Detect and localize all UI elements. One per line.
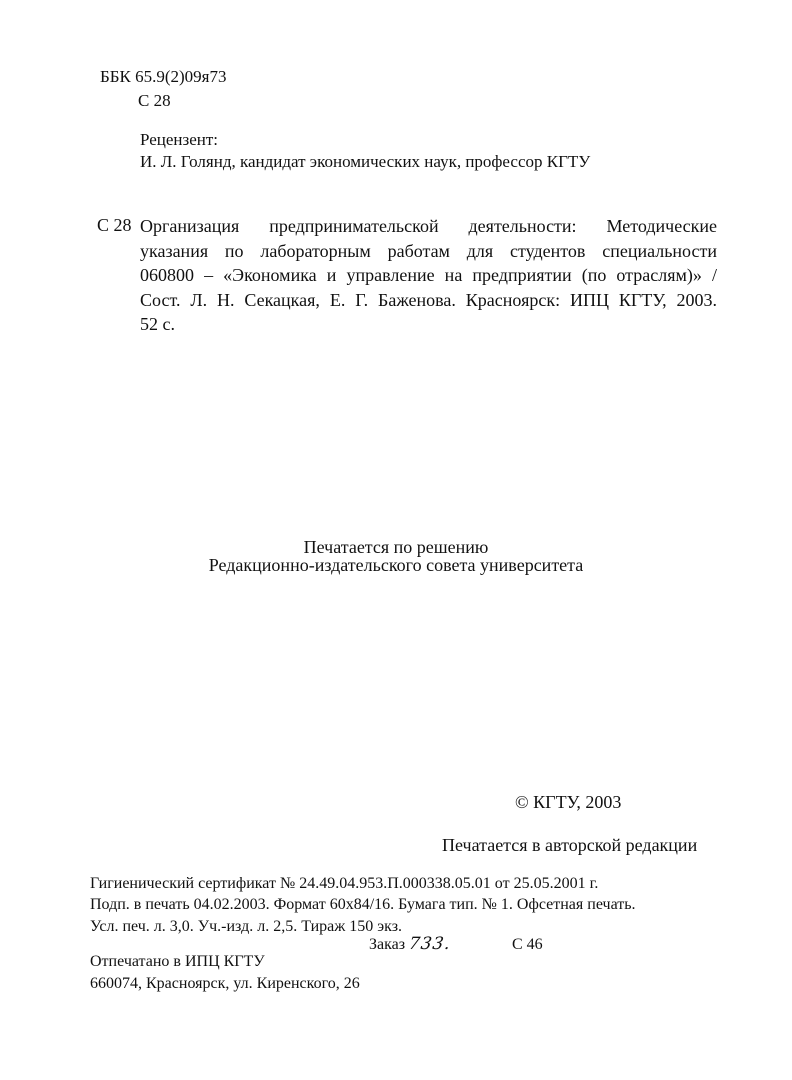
bibliographic-entry: [140, 214, 717, 337]
entry-code: С 28: [97, 215, 132, 235]
order-number: 733.: [407, 934, 453, 954]
printed-at: Отпечатано в ИПЦ КГТУ: [90, 953, 265, 970]
author-edition-note: Печатается в авторской редакции: [442, 835, 698, 855]
bbk-author-mark: С 28: [138, 91, 171, 110]
hygiene-certificate: Гигиенический сертификат № 24.49.04.953.П.000338.05.01 от 25.05.2001 г.: [90, 875, 599, 892]
entry-line: указания по лабораторным работам для студентов специальности: [140, 240, 717, 261]
entry-line: Организация предпринимательской деятельности: Методические: [140, 216, 717, 236]
order-label: Заказ: [369, 936, 406, 953]
order-row: [369, 934, 451, 955]
printer-address: 660074, Красноярск, ул. Киренского, 26: [90, 975, 360, 992]
bbk-code: ББК 65.9(2)09я73: [100, 67, 227, 86]
publication-decision-line-2: Редакционно-издательского совета университета: [208, 555, 584, 575]
entry-line: 52 с.: [140, 314, 175, 334]
publication-decision-line-1: Печатается по решению: [303, 537, 489, 557]
entry-line: Сост. Л. Н. Секацкая, Е. Г. Баженова. Красноярск: ИПЦ КГТУ, 2003.: [140, 289, 717, 310]
reviewer-name: И. Л. Голянд, кандидат экономических наук, профессор КГТУ: [140, 152, 591, 171]
entry-line: 060800 – «Экономика и управление на предприятии (по отраслям)» /: [140, 265, 717, 285]
reviewer-label: Рецензент:: [140, 130, 219, 149]
print-sheets: Усл. печ. л. 3,0. Уч.-изд. л. 2,5. Тираж 150 экз.: [90, 918, 403, 935]
print-info: Подп. в печать 04.02.2003. Формат 60х84/16. Бумага тип. № 1. Офсетная печать.: [90, 896, 636, 913]
c-code: С 46: [512, 936, 543, 953]
copyright: © КГТУ, 2003: [515, 792, 622, 812]
